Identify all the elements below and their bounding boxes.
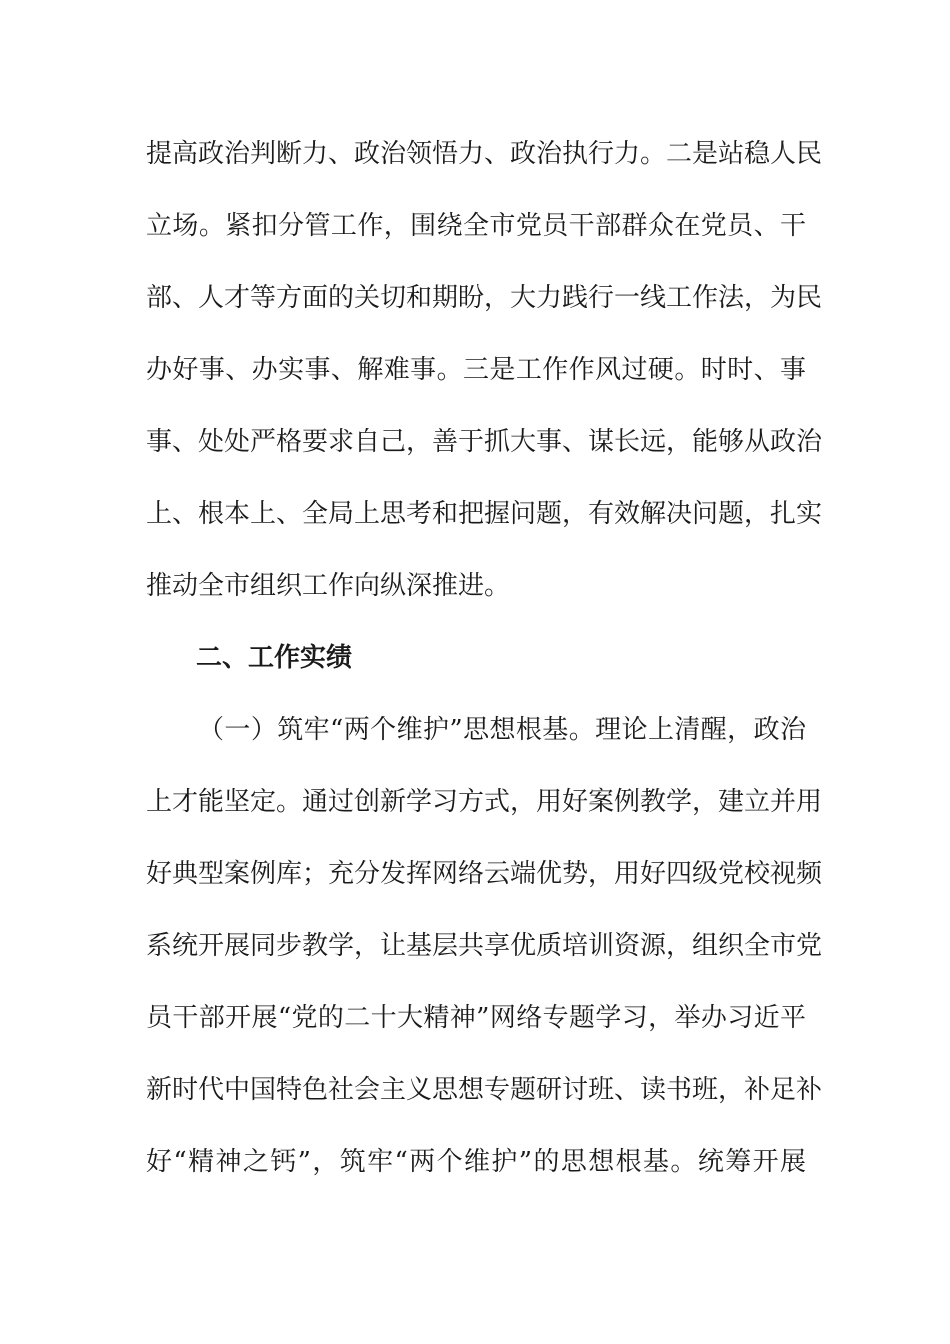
paragraph-line-6: 新时代中国特色社会主义思想专题研讨班、读书班，补足补 bbox=[146, 1075, 823, 1105]
paragraph-line-2: 上才能坚定。通过创新学习方式，用好案例教学，建立并用 bbox=[146, 787, 823, 817]
text-line-5: 事、处处严格要求自己，善于抓大事、谋长远，能够从政治 bbox=[146, 427, 823, 457]
text-line-2: 立场。紧扣分管工作，围绕全市党员干部群众在党员、干 bbox=[146, 211, 806, 241]
section-heading: 二、工作实绩 bbox=[196, 643, 353, 673]
text-line-3: 部、人才等方面的关切和期盼，大力践行一线工作法，为民 bbox=[146, 283, 823, 313]
text-line-1: 提高政治判断力、政治领悟力、政治执行力。二是站稳人民 bbox=[146, 139, 823, 169]
text-line-6: 上、根本上、全局上思考和把握问题，有效解决问题，扎实 bbox=[146, 499, 823, 529]
paragraph-line-1: （一）筑牢“两个维护”思想根基。理论上清醒，政治 bbox=[198, 715, 806, 745]
paragraph-line-7: 好“精神之钙”，筑牢“两个维护”的思想根基。统筹开展 bbox=[146, 1147, 806, 1177]
text-line-4: 办好事、办实事、解难事。三是工作作风过硬。时时、事 bbox=[146, 355, 806, 385]
paragraph-line-3: 好典型案例库；充分发挥网络云端优势，用好四级党校视频 bbox=[146, 859, 823, 889]
text-line-7: 推动全市组织工作向纵深推进。 bbox=[146, 571, 511, 601]
paragraph-line-4: 系统开展同步教学，让基层共享优质培训资源，组织全市党 bbox=[146, 931, 823, 961]
paragraph-line-5: 员干部开展“党的二十大精神”网络专题学习，举办习近平 bbox=[146, 1003, 806, 1033]
